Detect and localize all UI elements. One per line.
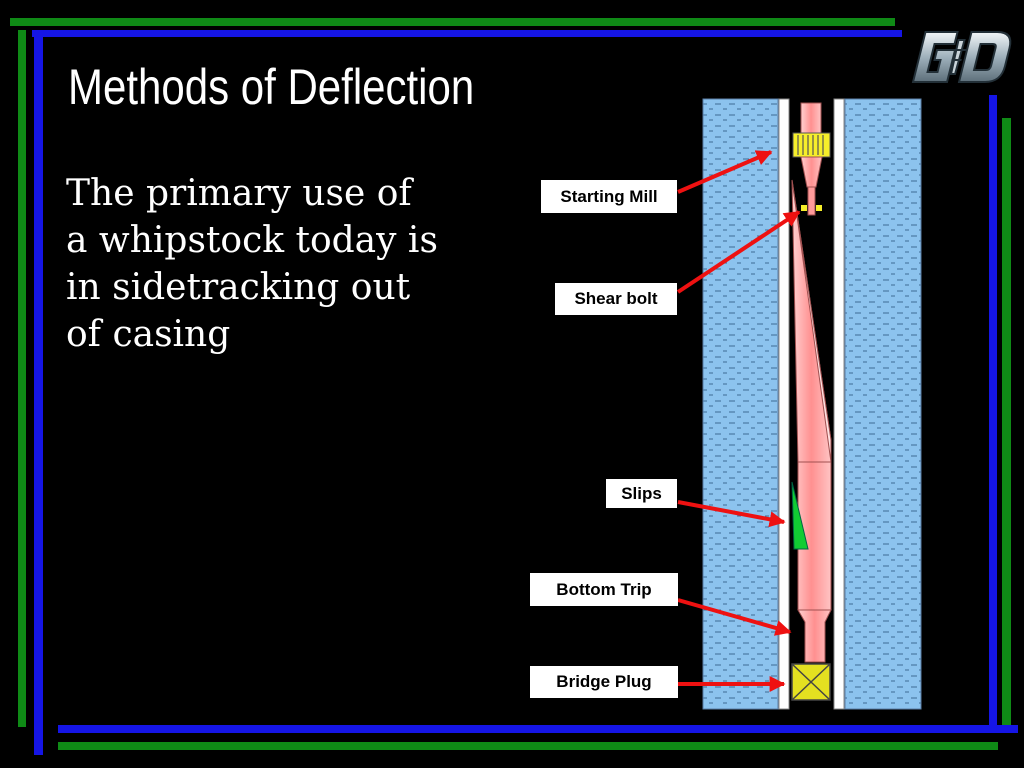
drill-pipe xyxy=(801,103,821,133)
body-line: in sidetracking out xyxy=(66,267,411,308)
shear-bolt xyxy=(816,205,822,211)
shear-bolt xyxy=(801,205,807,211)
label-bridge-plug: Bridge Plug xyxy=(530,666,678,698)
label-bottom-trip: Bottom Trip xyxy=(530,573,678,606)
slide-title: Methods of Deflection xyxy=(68,59,475,115)
body-line: The primary use of xyxy=(66,173,412,214)
label-starting-mill: Starting Mill xyxy=(541,180,677,213)
casing-wall-right xyxy=(834,99,844,709)
mill-pilot xyxy=(808,187,815,215)
label-shear-bolt: Shear bolt xyxy=(555,283,677,315)
casing-wall-left xyxy=(779,99,789,709)
body-line: of casing xyxy=(66,314,231,355)
body-line: a whipstock today is xyxy=(66,220,438,261)
bottom-trip xyxy=(798,610,831,662)
label-slips: Slips xyxy=(606,479,677,508)
mill-taper xyxy=(801,157,822,187)
formation-right xyxy=(845,99,921,709)
